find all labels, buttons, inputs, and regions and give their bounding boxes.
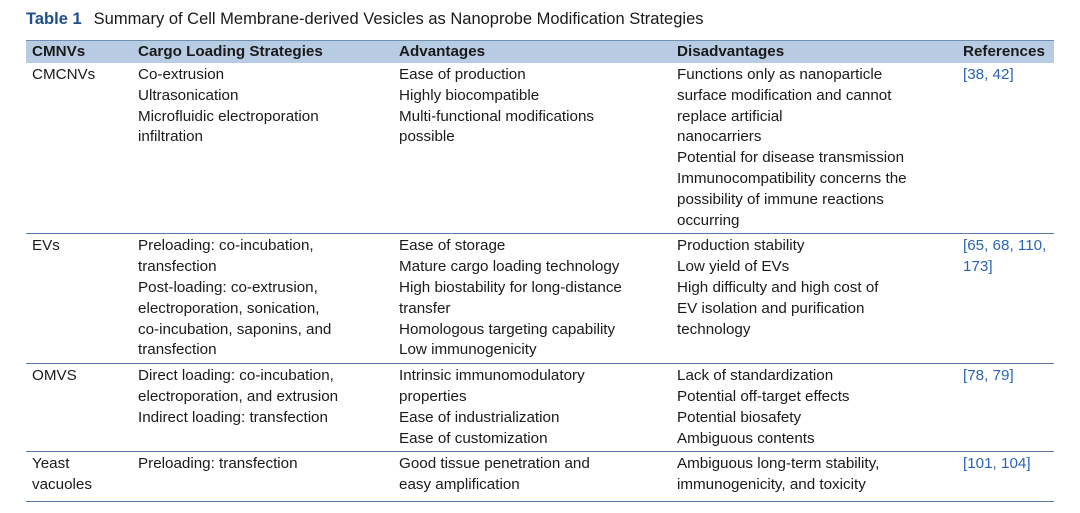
cell-line: Ambiguous long-term stability, (677, 455, 880, 473)
cell-line: Good tissue penetration and (399, 455, 590, 473)
table-row (26, 63, 1054, 234)
cell-line: Preloading: transfection (138, 455, 298, 473)
cell-line: Indirect loading: transfection (138, 408, 328, 426)
cell-line: possible (399, 128, 455, 146)
cell-line: Mature cargo loading technology (399, 258, 620, 276)
cell-line: High biostability for long-distance (399, 278, 622, 296)
cell-line: Highly biocompatible (399, 86, 540, 104)
cell-line: Immunocompatibility concerns the (677, 169, 907, 187)
cell-line: infiltration (138, 128, 203, 146)
cell-cmnv-name: OMVS (26, 364, 132, 452)
cell-line: Low immunogenicity (399, 341, 537, 359)
table-title: Summary of Cell Membrane-derived Vesicles as Nanoprobe Modification Strategies (93, 10, 704, 28)
cell-line: transfection (138, 341, 217, 359)
cell-line: Homologous targeting capability (399, 320, 616, 338)
cell-line: electroporation, and extrusion (138, 387, 339, 405)
cell-cmnv-name: Yeast vacuoles (26, 452, 132, 502)
cell-line: possibility of immune reactions (677, 190, 884, 208)
cell-line: electroporation, sonication, (138, 299, 320, 317)
cell-cargo-loading (132, 364, 393, 452)
cell-line: occurring (677, 211, 740, 229)
cell-cargo-loading (132, 63, 393, 234)
cell-line: replace artificial (677, 107, 783, 125)
cell-line: Post-loading: co-extrusion, (138, 278, 318, 296)
cell-line: easy amplification (399, 476, 520, 494)
cell-line: Lack of standardization (677, 367, 834, 385)
cell-disadvantages (671, 63, 957, 234)
cell-advantages (393, 234, 671, 364)
cell-line: [38, 42] (963, 66, 1014, 83)
cell-references[interactable] (957, 63, 1054, 234)
table-body (26, 63, 1054, 501)
cell-line: EV isolation and purification (677, 299, 865, 317)
cell-line: Microfluidic electroporation (138, 107, 319, 125)
cell-line: Ease of industrialization (399, 408, 560, 426)
table-row (26, 234, 1054, 364)
cell-line: Functions only as nanoparticle (677, 66, 883, 83)
summary-table (26, 40, 1054, 502)
cell-line: Ultrasonication (138, 86, 239, 104)
header-disadvantages: Disadvantages (671, 41, 957, 64)
cell-line: [101, 104] (963, 455, 1031, 473)
table-row (26, 364, 1054, 452)
header-row (26, 41, 1054, 64)
cell-cargo-loading (132, 452, 393, 502)
cell-line: properties (399, 387, 467, 405)
cell-cmnv-name: EVs (26, 234, 132, 364)
table-caption (26, 8, 704, 30)
header-advantages: Advantages (393, 41, 671, 64)
table-label: Table 1 (26, 10, 82, 28)
cell-line: Potential biosafety (677, 408, 802, 426)
cell-line: Ambiguous contents (677, 429, 815, 447)
cell-line: Ease of customization (399, 429, 548, 447)
header-cargo-loading: Cargo Loading Strategies (132, 41, 393, 64)
cell-line: [65, 68, 110, (963, 237, 1047, 255)
cell-line: transfer (399, 299, 451, 317)
cell-line: Preloading: co-incubation, (138, 237, 314, 255)
cell-line: Production stability (677, 237, 805, 255)
cell-line: nanocarriers (677, 128, 762, 146)
cell-disadvantages (671, 452, 957, 502)
cell-references[interactable] (957, 452, 1054, 502)
cell-line: Potential off-target effects (677, 387, 850, 405)
table-header (26, 41, 1054, 64)
cell-disadvantages (671, 234, 957, 364)
cell-advantages (393, 364, 671, 452)
cell-cargo-loading (132, 234, 393, 364)
cell-line: Intrinsic immunomodulatory (399, 367, 585, 385)
header-cmnvs: CMNVs (26, 41, 132, 64)
cell-line: surface modification and cannot (677, 86, 892, 104)
cell-line: Co-extrusion (138, 66, 225, 83)
cell-line: Direct loading: co-incubation, (138, 367, 334, 385)
cell-line: Potential for disease transmission (677, 149, 905, 167)
cell-line: Low yield of EVs (677, 258, 790, 276)
cell-cmnv-name: CMCNVs (32, 66, 96, 83)
cell-advantages (393, 452, 671, 502)
cell-line: Multi-functional modifications (399, 107, 594, 125)
cell-line: immunogenicity, and toxicity (677, 476, 866, 494)
cell-advantages (393, 63, 671, 234)
cell-references[interactable] (957, 364, 1054, 452)
cell-line: High difficulty and high cost of (677, 278, 879, 296)
cell-line: Ease of storage (399, 237, 506, 255)
cell-line: 173] (963, 258, 993, 276)
cell-line: Ease of production (399, 66, 526, 83)
cell-references[interactable] (957, 234, 1054, 364)
cell-line: technology (677, 320, 751, 338)
cell-disadvantages (671, 364, 957, 452)
table-row (26, 452, 1054, 502)
cell-line: transfection (138, 258, 217, 276)
cell-line: [78, 79] (963, 367, 1014, 385)
cell-line: co-incubation, saponins, and (138, 320, 332, 338)
header-references: References (957, 41, 1054, 64)
